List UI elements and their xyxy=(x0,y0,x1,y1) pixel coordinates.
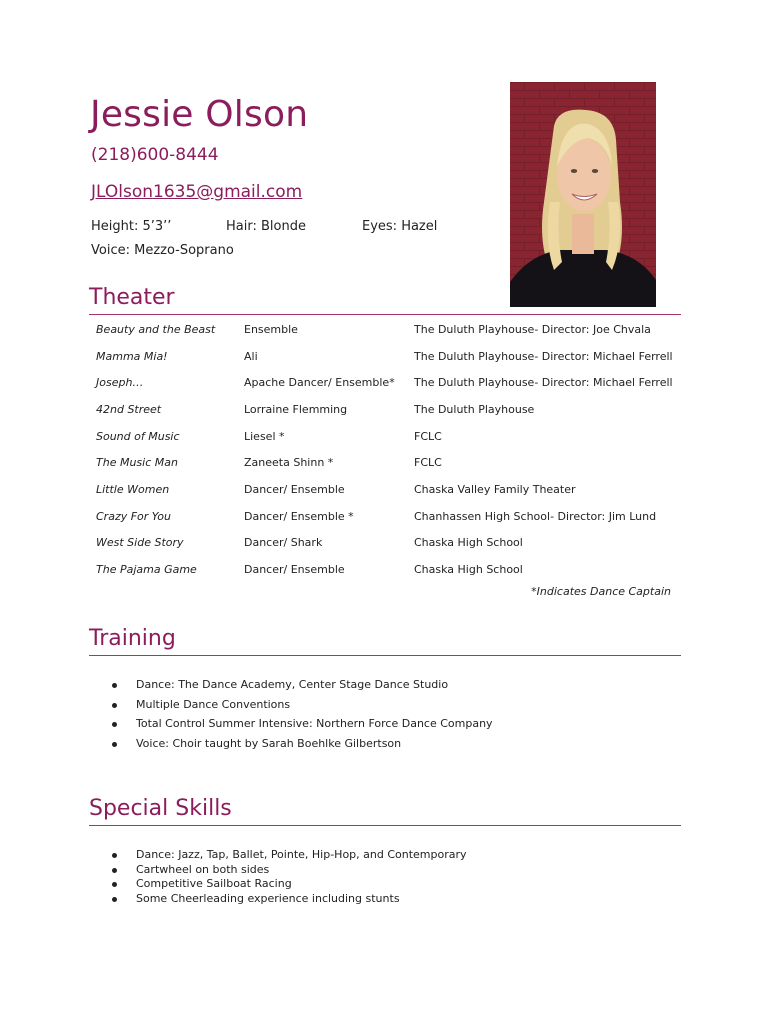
theater-divider xyxy=(89,314,681,315)
table-row xyxy=(96,396,684,423)
list-item xyxy=(112,737,493,757)
bullet-icon xyxy=(112,683,117,688)
table-row xyxy=(96,530,684,557)
training-divider xyxy=(89,655,681,656)
show-title: Beauty and the Beast xyxy=(96,322,216,336)
bullet-icon xyxy=(112,853,117,858)
show-venue: The Duluth Playhouse- Director: Joe Chvala xyxy=(414,322,651,336)
show-venue: The Duluth Playhouse xyxy=(414,402,535,416)
show-venue: Chaska High School xyxy=(414,563,523,577)
show-role: Zaneeta Shinn * xyxy=(244,456,334,470)
list-item xyxy=(112,863,467,878)
theater-heading: Theater xyxy=(89,285,175,310)
email-link[interactable]: JLOlson1635@gmail.com xyxy=(91,182,303,202)
training-item: Dance: The Dance Academy, Center Stage Dance Studio xyxy=(136,678,449,691)
list-item xyxy=(112,698,493,718)
show-role: Apache Dancer/ Ensemble* xyxy=(244,376,395,390)
headshot-icon xyxy=(510,82,656,307)
show-role: Liesel * xyxy=(244,429,285,443)
list-item xyxy=(112,717,493,737)
show-title: Sound of Music xyxy=(96,429,180,443)
voice-stat: Voice: Mezzo-Soprano xyxy=(91,243,234,258)
eyes-stat: Eyes: Hazel xyxy=(362,219,438,234)
table-row xyxy=(96,503,684,530)
bullet-icon xyxy=(112,742,117,747)
training-item: Voice: Choir taught by Sarah Boehlke Gilbertson xyxy=(136,737,402,751)
bullet-icon xyxy=(112,882,117,887)
show-title: The Music Man xyxy=(96,456,178,470)
show-role: Dancer/ Ensemble xyxy=(244,482,345,496)
list-item xyxy=(112,678,493,698)
show-role: Ensemble xyxy=(244,322,298,336)
table-row xyxy=(96,369,684,396)
resume-name: Jessie Olson xyxy=(90,94,309,135)
table-row xyxy=(96,423,684,450)
show-title: West Side Story xyxy=(96,536,184,550)
training-item: Total Control Summer Intensive: Northern Force Dance Company xyxy=(136,717,493,731)
theater-table xyxy=(96,316,684,583)
show-role: Dancer/ Shark xyxy=(244,536,323,550)
show-title: 42nd Street xyxy=(96,402,162,416)
table-row xyxy=(96,316,684,343)
skill-item: Cartwheel on both sides xyxy=(136,862,270,876)
special-skills-divider xyxy=(89,825,681,826)
show-title: Mamma Mia! xyxy=(96,349,168,363)
show-role: Dancer/ Ensemble xyxy=(244,563,345,577)
table-row xyxy=(96,476,684,503)
table-row xyxy=(96,556,684,583)
table-row xyxy=(96,449,684,476)
show-venue: FCLC xyxy=(414,456,442,470)
bullet-icon xyxy=(112,868,117,873)
dance-captain-footnote: *Indicates Dance Captain xyxy=(531,585,671,598)
training-list xyxy=(112,678,493,757)
show-venue: Chanhassen High School- Director: Jim Lund xyxy=(414,509,657,523)
show-title: Little Women xyxy=(96,482,170,496)
show-title: Crazy For You xyxy=(96,509,172,523)
special-skills-heading: Special Skills xyxy=(89,796,232,821)
bullet-icon xyxy=(112,703,117,708)
bullet-icon xyxy=(112,722,117,727)
list-item xyxy=(112,848,467,863)
special-skills-list xyxy=(112,848,467,907)
skill-item: Competitive Sailboat Racing xyxy=(136,877,292,891)
physical-stats xyxy=(91,219,437,267)
show-venue: The Duluth Playhouse- Director: Michael Ferrell xyxy=(414,349,673,363)
show-venue: The Duluth Playhouse- Director: Michael Ferrell xyxy=(414,376,673,390)
training-item: Multiple Dance Conventions xyxy=(136,697,291,711)
training-heading: Training xyxy=(89,626,176,651)
show-role: Dancer/ Ensemble * xyxy=(244,509,354,523)
skill-item: Some Cheerleading experience including stunts xyxy=(136,892,400,906)
list-item xyxy=(112,892,467,907)
show-title: The Pajama Game xyxy=(96,563,197,577)
bullet-icon xyxy=(112,897,117,902)
show-role: Ali xyxy=(244,349,258,363)
phone-number: (218)600-8444 xyxy=(91,145,219,165)
show-venue: Chaska High School xyxy=(414,536,523,550)
height-stat: Height: 5’3’’ xyxy=(91,219,172,234)
show-venue: FCLC xyxy=(414,429,442,443)
table-row xyxy=(96,343,684,370)
show-role: Lorraine Flemming xyxy=(244,402,348,416)
headshot-photo xyxy=(510,82,656,307)
show-venue: Chaska Valley Family Theater xyxy=(414,482,576,496)
show-title: Joseph… xyxy=(96,376,144,390)
hair-stat: Hair: Blonde xyxy=(226,219,306,234)
skill-item: Dance: Jazz, Tap, Ballet, Pointe, Hip-Hop, and Contemporary xyxy=(136,848,467,861)
list-item xyxy=(112,877,467,892)
